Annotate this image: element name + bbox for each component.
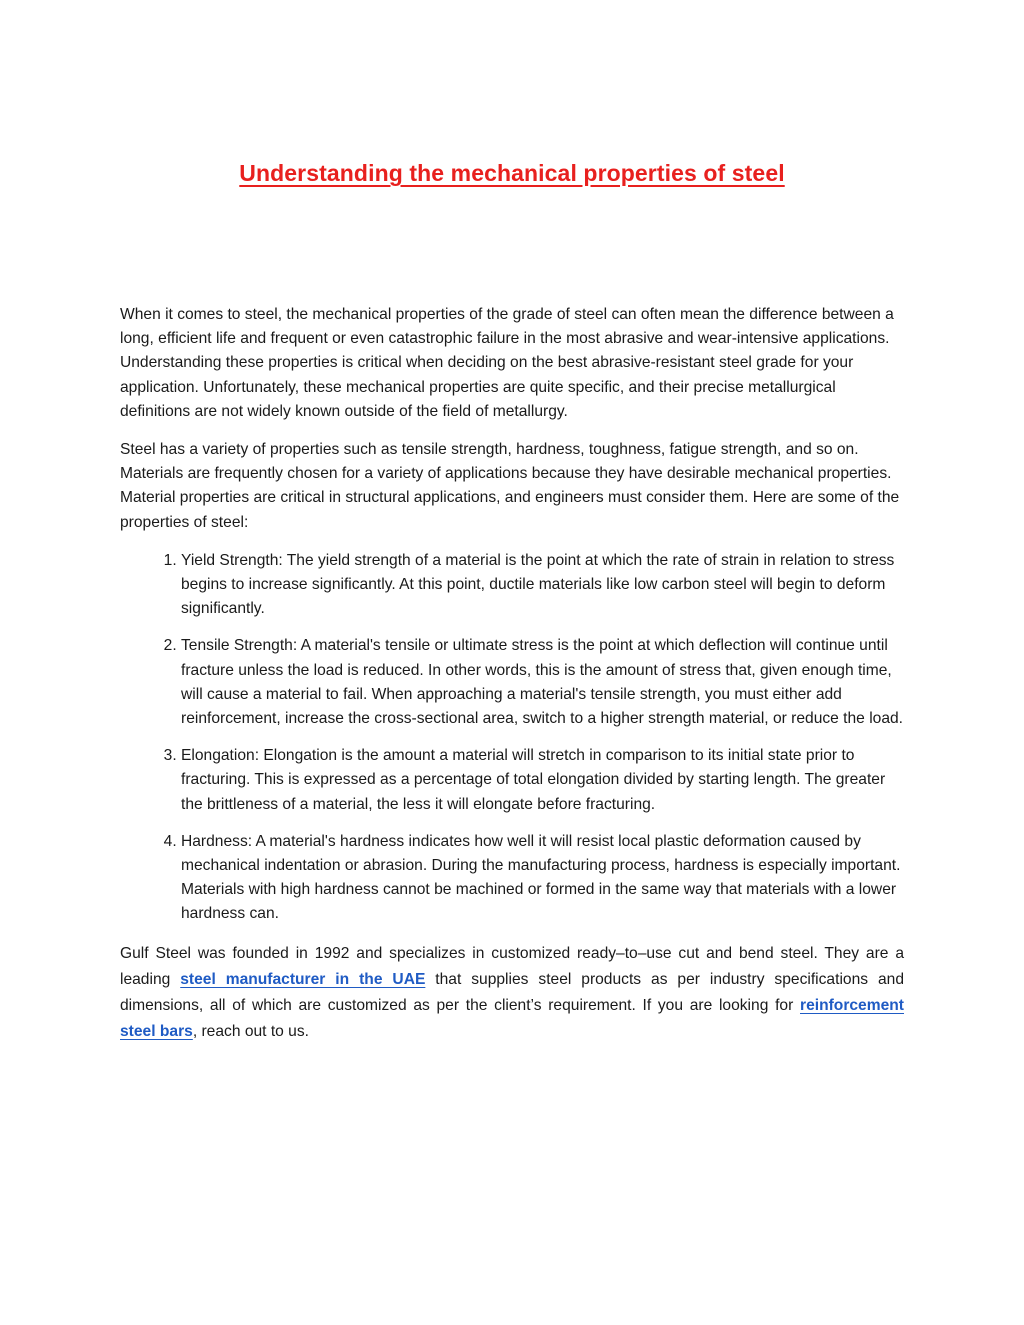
properties-list [120, 549, 904, 927]
list-item-hardness: 4. Hardness: A material's hardness indicates how well it will resist local plastic deformation caused by mechanical indentation or abrasion. During the manufacturing process, hardness is especially important. Materials with high hardness cannot be machined or formed in the same way that materials with a lower hardness can. [181, 830, 904, 927]
closing-text-1: Gulf Steel was founded in 1992 and specializes in customized ready–to–use cut and bend steel. They are a leading [120, 944, 904, 988]
closing-text-2: that supplies steel products as per industry specifications and dimensions, all of which are customized as per the client’s requirement. If you are looking for [120, 970, 904, 1014]
reinforcement-steel-bars-link[interactable]: reinforcement steel bars [120, 996, 904, 1040]
list-item-elongation: 3. Elongation: Elongation is the amount a material will stretch in comparison to its initial state prior to fracturing. This is expressed as a percentage of total elongation divided by starting length. The greater the brittleness of a material, the less it will elongate before fracturing. [181, 744, 904, 817]
document-body [120, 303, 904, 1059]
closing-paragraph [120, 941, 904, 1045]
list-item-yield-strength: 1. Yield Strength: The yield strength of a material is the point at which the rate of strain in relation to stress begins to increase significantly. At this point, ductile materials like low carbon steel will begin to deform significantly. [181, 549, 904, 622]
intro-paragraph: When it comes to steel, the mechanical properties of the grade of steel can often mean the difference between a long, efficient life and frequent or even catastrophic failure in the most abrasive and wear-intensive applications. Understanding these properties is critical when deciding on the best abrasive-resistant steel grade for your application. Unfortunately, these mechanical properties are quite specific, and their precise metallurgical definitions are not widely known outside of the field of metallurgy. [120, 306, 894, 420]
closing-text-3: , reach out to us. [192, 1022, 309, 1040]
list-item-tensile-strength: 2. Tensile Strength: A material's tensile or ultimate stress is the point at which deflection will continue until fracture unless the load is reduced. In other words, this is the amount of stress that, given enough time, will cause a material to fail. When approaching a material's tensile strength, you must either add reinforcement, increase the cross-sectional area, switch to a higher strength material, or reduce the load. [181, 634, 904, 731]
steel-manufacturer-link[interactable]: steel manufacturer in the UAE [180, 970, 426, 988]
page-title: Understanding the mechanical properties of steel [239, 160, 785, 186]
properties-intro-paragraph: Steel has a variety of properties such as tensile strength, hardness, toughness, fatigue strength, and so on. Materials are frequently chosen for a variety of applications because they have desirable mechanical properties. Material properties are critical in structural applications, and engineers must consider them. Here are some of the properties of steel: [120, 441, 900, 531]
